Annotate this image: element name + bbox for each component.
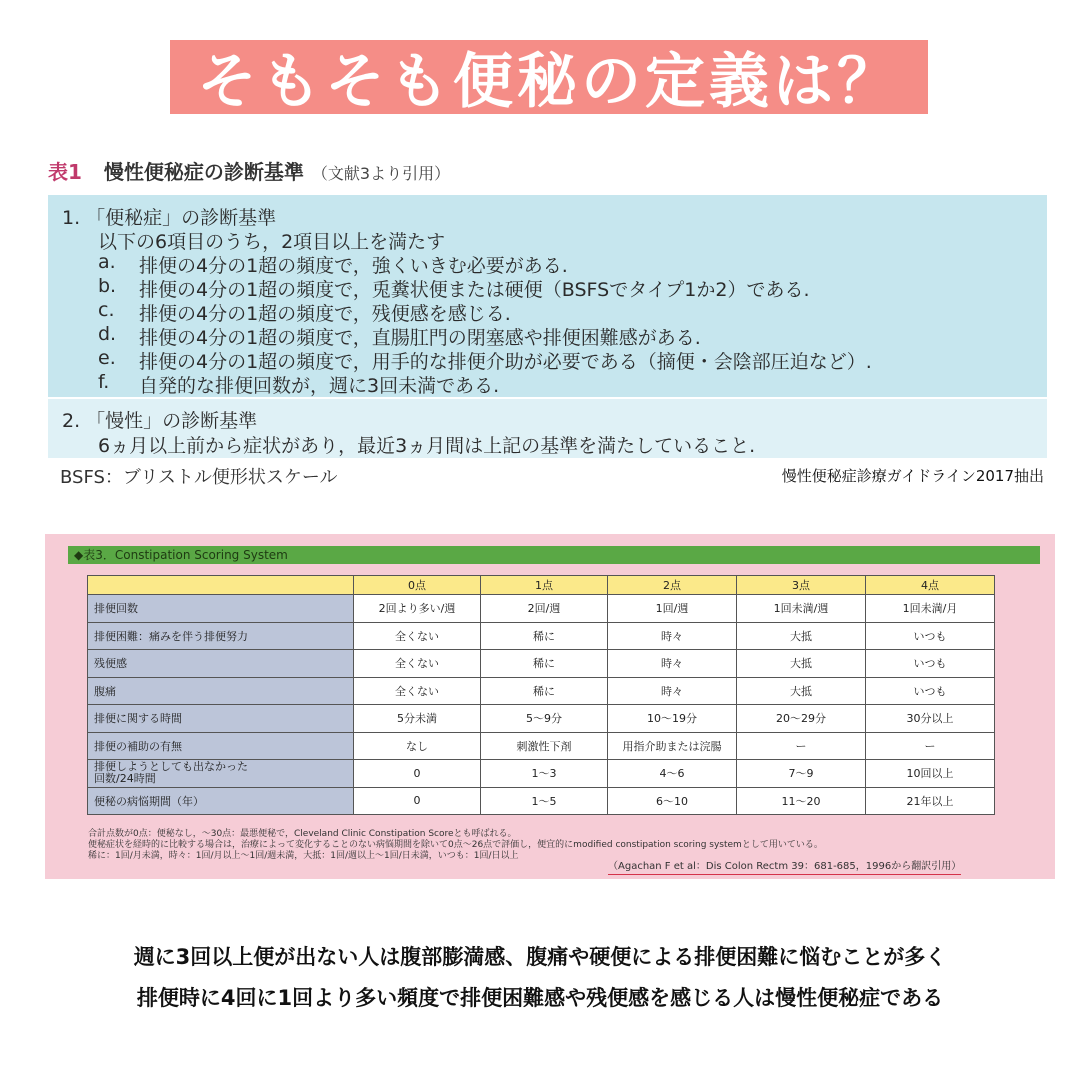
row-label: 腹痛 bbox=[88, 677, 354, 705]
crit1-intro: 以下の6項目のうち，2項目以上を満たす bbox=[98, 231, 446, 253]
summary-line-1: 週に3回以上便が出ない人は腹部膨満感、腹痛や硬便による排便困難に悩むことが多く bbox=[133, 945, 947, 969]
criteria-letter: a. bbox=[98, 251, 116, 273]
row-label: 排便しようとしても出なかった 回数/24時間 bbox=[88, 760, 354, 788]
table-cell: 全くない bbox=[354, 622, 481, 650]
table-cell: 2回/週 bbox=[481, 595, 608, 623]
criteria-letter: e. bbox=[98, 347, 116, 369]
row-label: 排便困難：痛みを伴う排便努力 bbox=[88, 622, 354, 650]
page-title: そもそも便秘の定義は？ bbox=[197, 47, 901, 117]
table-cell: 時々 bbox=[608, 650, 737, 678]
table-cell: 30分以上 bbox=[866, 705, 995, 733]
table-cell: 全くない bbox=[354, 650, 481, 678]
criteria-text: 排便の4分の1超の頻度で，直腸肛門の閉塞感や排便困難感がある. bbox=[139, 327, 701, 349]
table-cell: 刺激性下剤 bbox=[481, 732, 608, 760]
table-cell: 20〜29分 bbox=[737, 705, 866, 733]
table1-source: （文献3より引用） bbox=[311, 164, 451, 183]
bsfs-note: BSFS：ブリストル便形状スケール bbox=[60, 467, 338, 488]
table-cell: 1回未満/週 bbox=[737, 595, 866, 623]
table-cell: 4〜6 bbox=[608, 760, 737, 788]
column-header: 2点 bbox=[608, 576, 737, 595]
table-note: 便秘症状を経時的に比較する場合は，治療によって変化することのない病悩期間を除いて0点〜26点で評価し，便宜的にmodified constipation scoring systemとして用いている。 bbox=[88, 840, 823, 850]
summary-line-2: 排便時に4回に1回より多い頻度で排便困難感や残便感を感じる人は慢性便秘症である bbox=[136, 986, 944, 1010]
table-row bbox=[88, 760, 995, 788]
table-header-row bbox=[88, 576, 995, 595]
table-cell: 7〜9 bbox=[737, 760, 866, 788]
table-cell: 稀に bbox=[481, 650, 608, 678]
table-row bbox=[88, 650, 995, 678]
table-citation: （Agachan F et al：Dis Colon Rectm 39：681-685，1996から翻訳引用） bbox=[608, 857, 961, 875]
title-banner bbox=[170, 40, 928, 117]
criteria-letter: d. bbox=[98, 323, 117, 345]
table-cell: 2回より多い/週 bbox=[354, 595, 481, 623]
table-note: 稀に：1回/月未満，時々：1回/月以上〜1回/週未満，大抵：1回/週以上〜1回/日未満，いつも：1回/日以上 bbox=[88, 851, 519, 861]
criteria-letter: b. bbox=[98, 275, 117, 297]
table-header-corner bbox=[88, 576, 354, 595]
row-label: 便秘の病悩期間（年） bbox=[88, 787, 354, 815]
table1-label: 表1 bbox=[48, 160, 82, 184]
table-cell: 時々 bbox=[608, 622, 737, 650]
row-label: 排便回数 bbox=[88, 595, 354, 623]
table-cell: 10〜19分 bbox=[608, 705, 737, 733]
crit2-text: 6ヵ月以上前から症状があり，最近3ヵ月間は上記の基準を満たしていること. bbox=[98, 435, 756, 457]
table-cell: 10回以上 bbox=[866, 760, 995, 788]
table-cell: 0 bbox=[354, 787, 481, 815]
criteria-text: 排便の4分の1超の頻度で，用手的な排便介助が必要である（摘便・会陰部圧迫など）. bbox=[139, 351, 872, 373]
table-cell: 6〜10 bbox=[608, 787, 737, 815]
table-row bbox=[88, 595, 995, 623]
table-cell: 大抵 bbox=[737, 677, 866, 705]
criteria-text: 排便の4分の1超の頻度で，強くいきむ必要がある. bbox=[139, 255, 568, 277]
table-cell: いつも bbox=[866, 622, 995, 650]
criteria-text: 自発的な排便回数が，週に3回未満である. bbox=[139, 375, 500, 397]
table-row bbox=[88, 787, 995, 815]
table1-caption bbox=[48, 156, 450, 185]
column-header: 0点 bbox=[354, 576, 481, 595]
table-row bbox=[88, 705, 995, 733]
table-cell: 全くない bbox=[354, 677, 481, 705]
table-body bbox=[88, 595, 995, 815]
column-header: 3点 bbox=[737, 576, 866, 595]
table-note: 合計点数が0点：便秘なし，〜30点：最悪便秘で，Cleveland Clinic Constipation Scoreとも呼ばれる。 bbox=[88, 829, 517, 839]
table-cell: 1回未満/月 bbox=[866, 595, 995, 623]
table-cell: 稀に bbox=[481, 677, 608, 705]
table-row bbox=[88, 677, 995, 705]
table-cell: ー bbox=[737, 732, 866, 760]
table-cell: 1回/週 bbox=[608, 595, 737, 623]
table-cell: 時々 bbox=[608, 677, 737, 705]
table-cell: 5〜9分 bbox=[481, 705, 608, 733]
crit1-heading: 1. 「便秘症」の診断基準 bbox=[62, 207, 277, 229]
criteria-letter: c. bbox=[98, 299, 115, 321]
table-cell: 21年以上 bbox=[866, 787, 995, 815]
scoring-system-header: ◆表3．Constipation Scoring System bbox=[68, 546, 1040, 564]
table-cell: 大抵 bbox=[737, 650, 866, 678]
table-cell: なし bbox=[354, 732, 481, 760]
table-cell: 大抵 bbox=[737, 622, 866, 650]
table-cell: 5分未満 bbox=[354, 705, 481, 733]
row-label: 排便の補助の有無 bbox=[88, 732, 354, 760]
table-row bbox=[88, 732, 995, 760]
column-header: 1点 bbox=[481, 576, 608, 595]
table1-title: 慢性便秘症の診断基準 bbox=[103, 160, 304, 184]
criteria-letter: f. bbox=[98, 371, 110, 393]
table-cell: いつも bbox=[866, 650, 995, 678]
column-header: 4点 bbox=[866, 576, 995, 595]
row-label: 排便に関する時間 bbox=[88, 705, 354, 733]
table-cell: いつも bbox=[866, 677, 995, 705]
table-cell: 1〜3 bbox=[481, 760, 608, 788]
table-cell: ー bbox=[866, 732, 995, 760]
criteria-text: 排便の4分の1超の頻度で，残便感を感じる. bbox=[139, 303, 511, 325]
crit2-heading: 2. 「慢性」の診断基準 bbox=[62, 410, 258, 432]
table-cell: 稀に bbox=[481, 622, 608, 650]
table-cell: 11〜20 bbox=[737, 787, 866, 815]
table-row bbox=[88, 622, 995, 650]
guideline-source: 慢性便秘症診療ガイドライン2017抽出 bbox=[781, 467, 1044, 485]
table-cell: 0 bbox=[354, 760, 481, 788]
row-label: 残便感 bbox=[88, 650, 354, 678]
criteria-text: 排便の4分の1超の頻度で，兎糞状便または硬便（BSFSでタイプ1か2）である. bbox=[139, 279, 810, 301]
table-cell: 1〜5 bbox=[481, 787, 608, 815]
table-cell: 用指介助または浣腸 bbox=[608, 732, 737, 760]
scoring-table bbox=[87, 575, 995, 815]
